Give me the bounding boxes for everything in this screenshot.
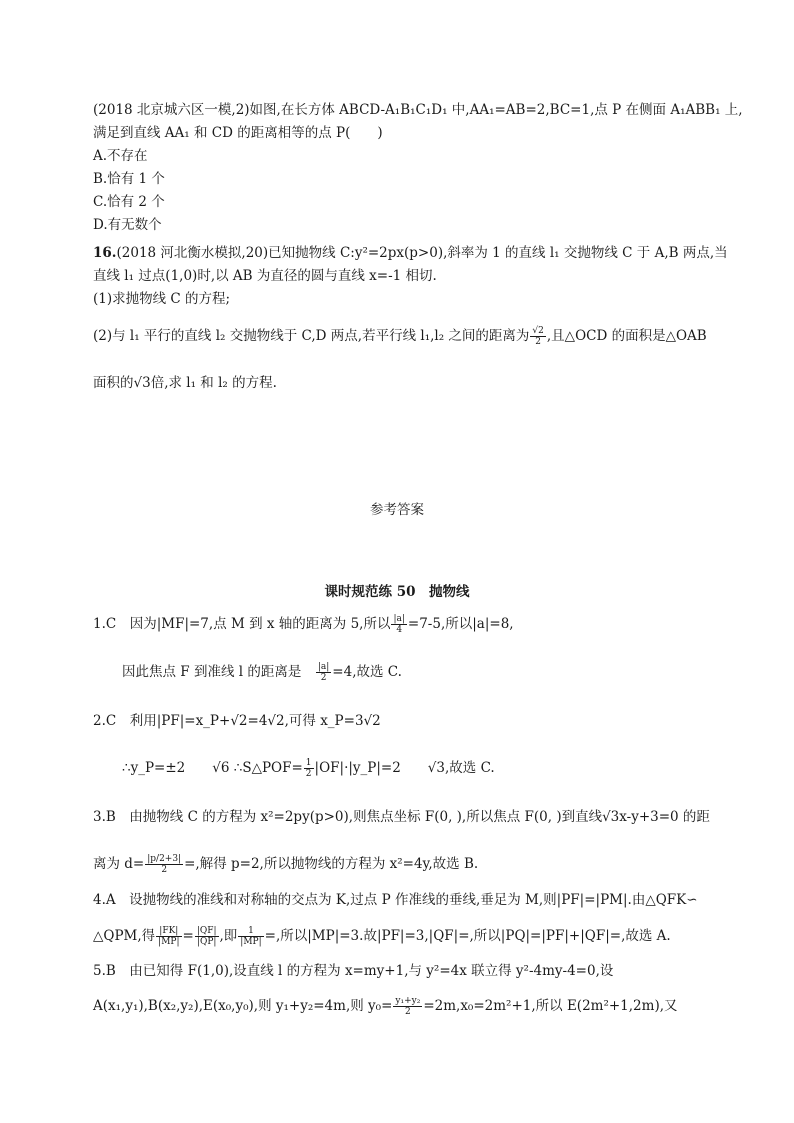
answer-2-line1: 2.C 利用|PF|=x_P+√2=4√2,可得 x_P=3√2 bbox=[93, 713, 381, 729]
answer-3-text-b: =,解得 p=2,所以抛物线的方程为 x²=4y,故选 B. bbox=[184, 856, 479, 872]
fraction-numerator: y₁+y₂ bbox=[395, 996, 421, 1006]
q15-option-d: D.有无数个 bbox=[93, 217, 162, 233]
answer-4-text-b: =,所以|MP|=3.故|PF|=3,|QF|=,所以|PQ|=|PF|+|QF|=,故选 A. bbox=[264, 928, 671, 944]
answer-3-line2 bbox=[93, 854, 478, 875]
q16-part1: (1)求抛物线 C 的方程; bbox=[93, 291, 231, 307]
answer-2-line2 bbox=[122, 758, 495, 779]
q15-line2: 满足到直线 AA₁ 和 CD 的距离相等的点 P( ) bbox=[93, 125, 383, 141]
answer-5-text-a: A(x₁,y₁),B(x₂,y₂),E(x₀,y₀),则 y₁+y₂=4m,则 y₀= bbox=[93, 998, 393, 1014]
answer-4-fraction-1 bbox=[156, 926, 181, 947]
section-title: 课时规范练 50 抛物线 bbox=[324, 584, 470, 600]
answer-1-fraction-2 bbox=[316, 662, 331, 683]
fraction-denominator: 2 bbox=[320, 673, 327, 683]
answer-4-line1: 4.A 设抛物线的准线和对称轴的交点为 K,过点 P 作准线的垂线,垂足为 M,则|PF|=|PM|.由△QFK∽ bbox=[93, 892, 698, 908]
fraction-denominator: 2 bbox=[535, 337, 542, 347]
q16-line2: 直线 l₁ 过点(1,0)时,以 AB 为直径的圆与直线 x=-1 相切. bbox=[93, 268, 437, 284]
q15-line1: (2018 北京城六区一模,2)如图,在长方体 ABCD-A₁B₁C₁D₁ 中,AA₁=AB=2,BC=1,点 P 在侧面 A₁ABB₁ 上, bbox=[93, 102, 743, 118]
answer-3-line1: 3.B 由抛物线 C 的方程为 x²=2py(p>0),则焦点坐标 F(0, ),所以焦点 F(0, )到直线√3x-y+3=0 的距 bbox=[93, 809, 710, 825]
fraction-numerator: 1 bbox=[305, 758, 312, 768]
fraction-numerator: √2 bbox=[532, 326, 544, 336]
answer-5-fraction bbox=[393, 996, 422, 1017]
answer-1-fraction bbox=[391, 614, 406, 635]
q16-line1 bbox=[93, 244, 728, 262]
q16-part2-line2: 面积的√3倍,求 l₁ 和 l₂ 的方程. bbox=[93, 375, 277, 391]
fraction-denominator: 2 bbox=[404, 1007, 411, 1017]
answers-heading: 参考答案 bbox=[370, 502, 424, 518]
fraction-denominator: 4 bbox=[396, 625, 403, 635]
answer-1-text-d: =4,故选 C. bbox=[332, 664, 402, 680]
fraction-denominator: |QP| bbox=[196, 937, 217, 947]
q16-number: 16. bbox=[93, 245, 117, 261]
answer-3-fraction bbox=[145, 854, 183, 875]
answer-4-ji: ,即 bbox=[219, 928, 238, 944]
q15-option-b: B.恰有 1 个 bbox=[93, 171, 165, 187]
answer-4-line2 bbox=[93, 926, 671, 947]
fraction-numerator: |a| bbox=[393, 614, 405, 624]
answer-4-fraction-2 bbox=[195, 926, 219, 947]
answer-2-fraction bbox=[304, 758, 314, 779]
answer-2-text-a: ∴y_P=±2 √6 ∴S△POF= bbox=[122, 760, 303, 776]
answer-4-text-a: △QPM,得 bbox=[93, 928, 156, 944]
answer-1-text-a: 1.C 因为|MF|=7,点 M 到 x 轴的距离为 5,所以 bbox=[93, 616, 391, 632]
fraction-numerator: |FK| bbox=[156, 926, 181, 937]
answer-4-eq: = bbox=[182, 928, 194, 944]
q16-part2-line1 bbox=[93, 326, 707, 347]
fraction-numerator: |p/2+3| bbox=[147, 854, 182, 864]
q16-part2-text-a: (2)与 l₁ 平行的直线 l₂ 交抛物线于 C,D 两点,若平行线 l₁,l₂ 之间的距离为 bbox=[93, 328, 530, 344]
q16-part2-fraction bbox=[530, 326, 545, 347]
q16-part2-text-b: ,且△OCD 的面积是△OAB bbox=[546, 328, 707, 344]
answer-1-text-c: 因此焦点 F 到准线 l 的距离是 bbox=[122, 664, 315, 680]
q15-option-a: A.不存在 bbox=[93, 148, 148, 164]
answer-3-text-a: 离为 d= bbox=[93, 856, 145, 872]
answer-5-line2 bbox=[93, 996, 678, 1017]
answer-5-text-b: =2m,x₀=2m²+1,所以 E(2m²+1,2m),又 bbox=[423, 998, 678, 1014]
q15-option-c: C.恰有 2 个 bbox=[93, 194, 165, 210]
answer-1-text-b: =7-5,所以|a|=8, bbox=[407, 616, 514, 632]
q16-text-1: (2018 河北衡水模拟,20)已知抛物线 C:y²=2px(p>0),斜率为 1 的直线 l₁ 交抛物线 C 于 A,B 两点,当 bbox=[116, 245, 728, 261]
answer-1-line2 bbox=[122, 662, 402, 683]
fraction-denominator: |MP| bbox=[158, 937, 180, 947]
fraction-denominator: 2 bbox=[305, 769, 312, 779]
fraction-numerator: |a| bbox=[317, 662, 330, 672]
answer-4-fraction-3 bbox=[238, 926, 263, 947]
fraction-denominator: 2 bbox=[161, 865, 168, 875]
fraction-numerator: |QF| bbox=[196, 926, 217, 936]
answer-2-text-b: |OF|·|y_P|=2 √3,故选 C. bbox=[314, 760, 495, 776]
fraction-numerator: 1 bbox=[238, 926, 263, 937]
answer-1-line1 bbox=[93, 614, 514, 635]
answer-5-line1: 5.B 由已知得 F(1,0),设直线 l 的方程为 x=my+1,与 y²=4x 联立得 y²-4my-4=0,设 bbox=[93, 963, 614, 979]
fraction-denominator: |MP| bbox=[240, 937, 262, 947]
